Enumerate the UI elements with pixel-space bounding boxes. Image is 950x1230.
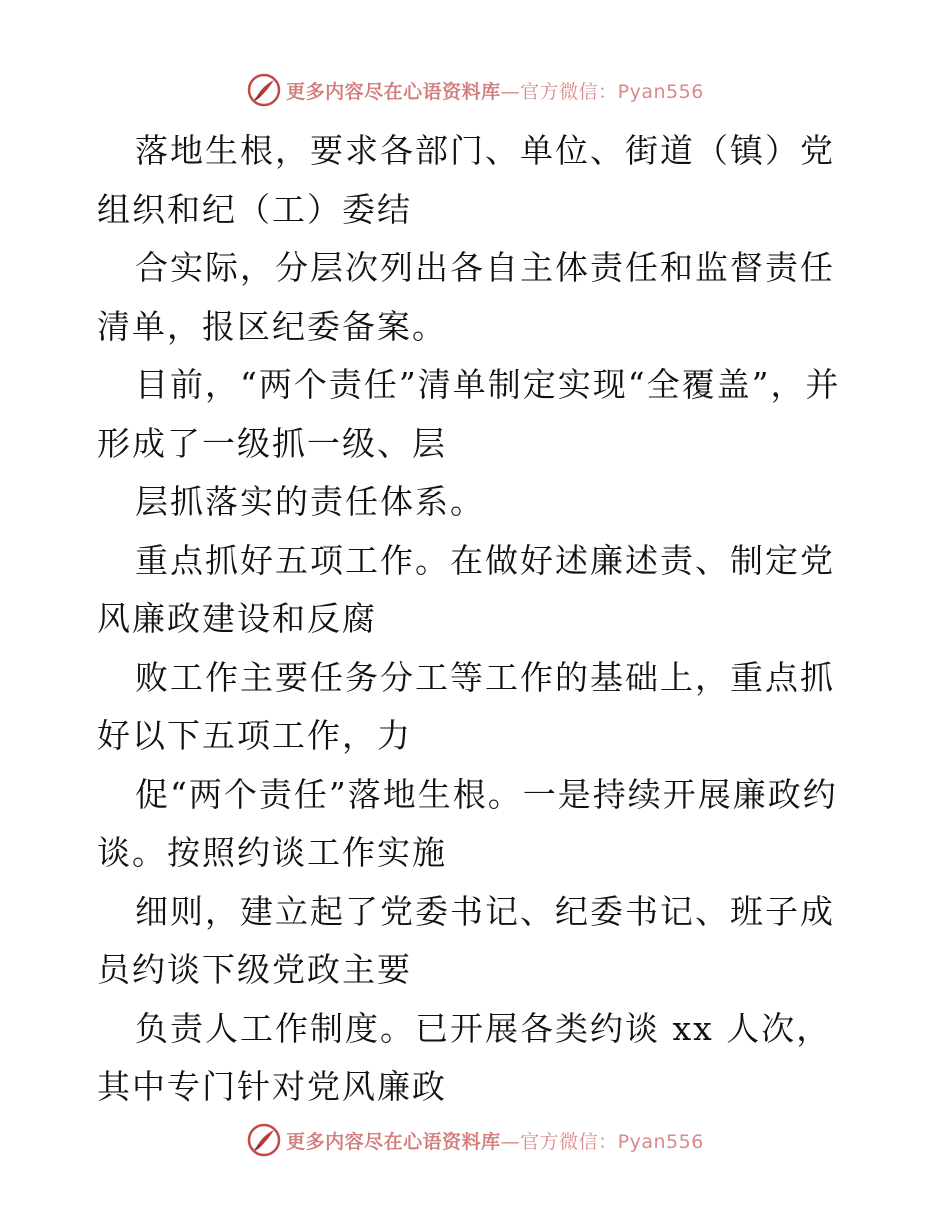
- body-line: 细则，建立起了党委书记、纪委书记、班子成员约谈下级党政主要: [97, 891, 835, 989]
- body-line: 败工作主要任务分工等工作的基础上，重点抓好以下五项工作，力: [97, 657, 835, 755]
- footer-contact-text: 官方微信：Pyan556: [520, 1130, 704, 1153]
- document-body: [97, 122, 857, 1117]
- body-line: 负责人工作制度。已开展各类约谈 xx 人次，其中专门针对党风廉政: [97, 1008, 832, 1106]
- body-line: 重点抓好五项工作。在做好述廉述责、制定党风廉政建设和反腐: [97, 540, 835, 638]
- body-line: 落地生根，要求各部门、单位、街道（镇）党组织和纪（工）委结: [97, 131, 835, 229]
- body-line: 促“两个责任”落地生根。一是持续开展廉政约谈。按照约谈工作实施: [97, 774, 838, 872]
- footer-watermark-banner: [0, 1120, 950, 1160]
- header-brand-text: 更多内容尽在心语资料库: [286, 80, 501, 103]
- body-line: 合实际，分层次列出各自主体责任和监督责任清单，报区纪委备案。: [97, 248, 835, 346]
- quill-logo-icon: [246, 1122, 282, 1158]
- header-contact-text: 官方微信：Pyan556: [520, 80, 704, 103]
- footer-brand-text: 更多内容尽在心语资料库: [286, 1130, 501, 1153]
- header-watermark-banner: [0, 70, 950, 110]
- header-watermark-text: [286, 77, 704, 104]
- footer-watermark-text: [286, 1127, 704, 1154]
- body-line: 层抓落实的责任体系。: [135, 482, 485, 521]
- quill-logo-icon: [246, 72, 282, 108]
- footer-separator: —: [500, 1130, 521, 1153]
- header-separator: —: [500, 80, 521, 103]
- body-line: 目前，“两个责任”清单制定实现“全覆盖”，并形成了一级抓一级、层: [97, 365, 841, 463]
